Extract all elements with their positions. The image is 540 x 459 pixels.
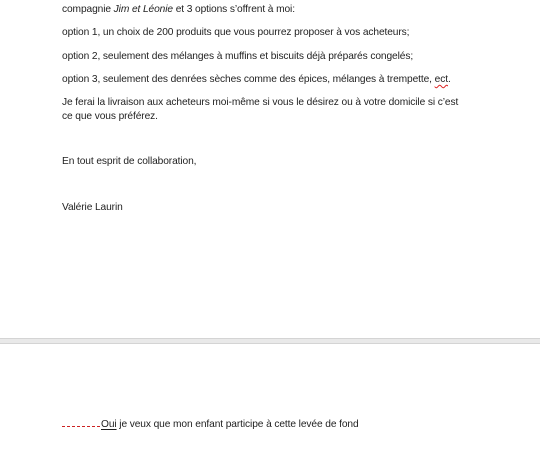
document-page-2 (0, 344, 540, 459)
option-3-text: option 3, seulement des denrées sèches comme des épices, mélanges à trempette, (62, 74, 435, 85)
spelling-flagged-word[interactable]: ect (434, 74, 448, 85)
delivery-line-2: ce que vous préférez. (62, 111, 158, 122)
intro-text: compagnie (62, 4, 114, 15)
consent-word: Oui (101, 419, 117, 430)
consent-blank[interactable] (62, 416, 100, 427)
closing-line: En tout esprit de collaboration, (62, 156, 197, 167)
intro-line (62, 3, 295, 16)
option-1: option 1, un choix de 200 produits que vous pourrez proposer à vos acheteurs; (62, 27, 410, 38)
consent-line (62, 416, 359, 431)
signature: Valérie Laurin (62, 202, 123, 213)
intro-text-end: et 3 options s’offrent à moi: (172, 4, 295, 15)
delivery-line-1: Je ferai la livraison aux acheteurs moi-même si vous le désirez ou à votre domicile si c’est (62, 97, 459, 108)
option-3-period: . (447, 74, 451, 85)
consent-text: je veux que mon enfant participe à cette levée de fond (116, 419, 359, 430)
option-3 (62, 73, 451, 86)
option-2: option 2, seulement des mélanges à muffins et biscuits déjà préparés congelés; (62, 51, 414, 62)
company-name: Jim et Léonie (113, 4, 173, 15)
